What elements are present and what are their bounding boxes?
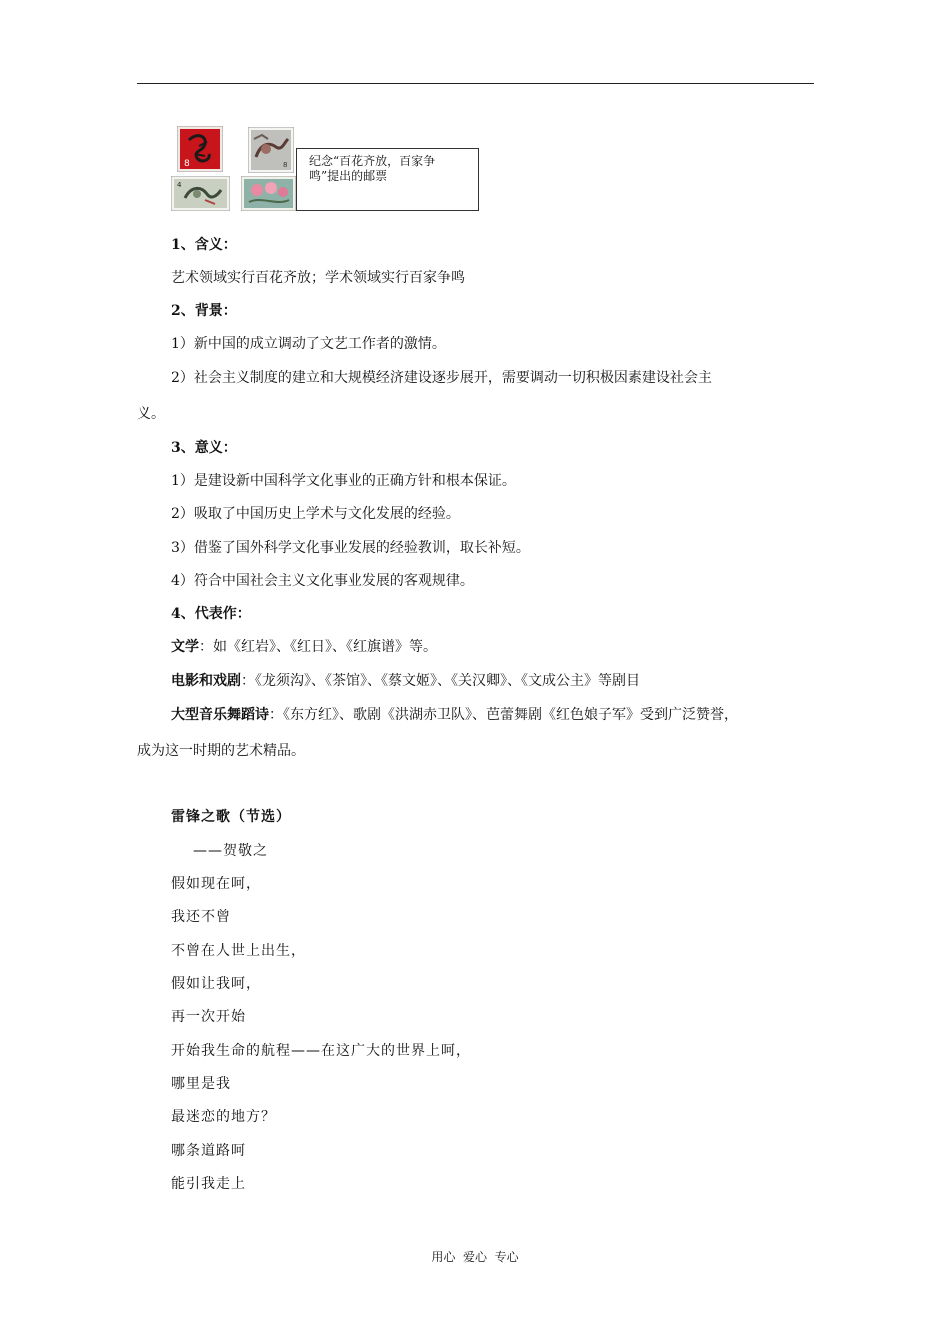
literature-text: ：如《红岩》、《红日》、《红旗谱》等。	[199, 639, 437, 655]
music-row-continued: 成为这一时期的艺术精品。	[137, 743, 305, 759]
music-label: 大型音乐舞蹈诗	[171, 707, 269, 723]
figure-caption	[296, 148, 479, 211]
header-rule	[137, 83, 814, 84]
section-2-item-2a: 2）社会主义制度的建立和大规模经济建设逐步展开，需要调动一切积极因素建设社会主	[171, 370, 712, 386]
film-text: ：《龙须沟》、《茶馆》、《蔡文姬》、《关汉卿》、《文成公主》等剧目	[241, 673, 640, 689]
poem-line: 假如现在呵，	[171, 876, 261, 892]
svg-text:8: 8	[283, 161, 288, 169]
music-text: ：《东方红》、歌剧《洪湖赤卫队》、芭蕾舞剧《红色娘子军》受到广泛赞誉，	[269, 707, 738, 723]
poem-title: 雷锋之歌（节选）	[171, 809, 291, 825]
section-3-heading: 3、意义：	[171, 440, 237, 456]
section-3-item-1: 1）是建设新中国科学文化事业的正确方针和根本保证。	[171, 473, 516, 489]
section-3-item-4: 4）符合中国社会主义文化事业发展的客观规律。	[171, 573, 474, 589]
music-row	[171, 705, 738, 725]
stamp-pink-flower	[241, 176, 296, 211]
stamp-red-flower	[177, 126, 223, 172]
poem-line: 再一次开始	[171, 1009, 246, 1025]
section-2-item-1: 1）新中国的成立调动了文艺工作者的激情。	[171, 336, 446, 352]
poem-line: 我还不曾	[171, 909, 231, 925]
svg-text:4: 4	[177, 181, 182, 189]
poem-line: 能引我走上	[171, 1176, 246, 1192]
section-1-heading: 1、含义：	[171, 237, 237, 253]
poem-line: 假如让我呵，	[171, 976, 261, 992]
section-2-item-2b: 义。	[137, 406, 165, 422]
poem-author: ——贺敬之	[193, 843, 268, 859]
poem-line: 不曾在人世上出生，	[171, 943, 306, 959]
section-4-heading: 4、代表作：	[171, 606, 251, 622]
caption-line-1: 纪念“百花齐放，百家争	[309, 154, 436, 168]
stamp-green-bird	[171, 176, 230, 211]
page-footer: 用心 爱心 专心	[431, 1250, 519, 1264]
caption-line-2: 鸣”提出的邮票	[309, 169, 388, 183]
literature-row	[171, 637, 437, 657]
section-1-text: 艺术领域实行百花齐放；学术领域实行百家争鸣	[171, 270, 465, 286]
section-3-item-2: 2）吸取了中国历史上学术与文化发展的经验。	[171, 506, 460, 522]
section-2-heading: 2、背景：	[171, 303, 237, 319]
literature-label: 文学	[171, 639, 199, 655]
poem-line: 哪条道路呵	[171, 1143, 246, 1159]
stamp-grey-dragon	[248, 127, 294, 173]
film-label: 电影和戏剧	[171, 673, 241, 689]
poem-line: 开始我生命的航程——在这广大的世界上呵，	[171, 1043, 471, 1059]
svg-text:8: 8	[184, 159, 190, 169]
poem-line: 哪里是我	[171, 1076, 231, 1092]
poem-line: 最迷恋的地方？	[171, 1109, 276, 1125]
film-row	[171, 671, 640, 691]
section-3-item-3: 3）借鉴了国外科学文化事业发展的经验教训，取长补短。	[171, 540, 530, 556]
